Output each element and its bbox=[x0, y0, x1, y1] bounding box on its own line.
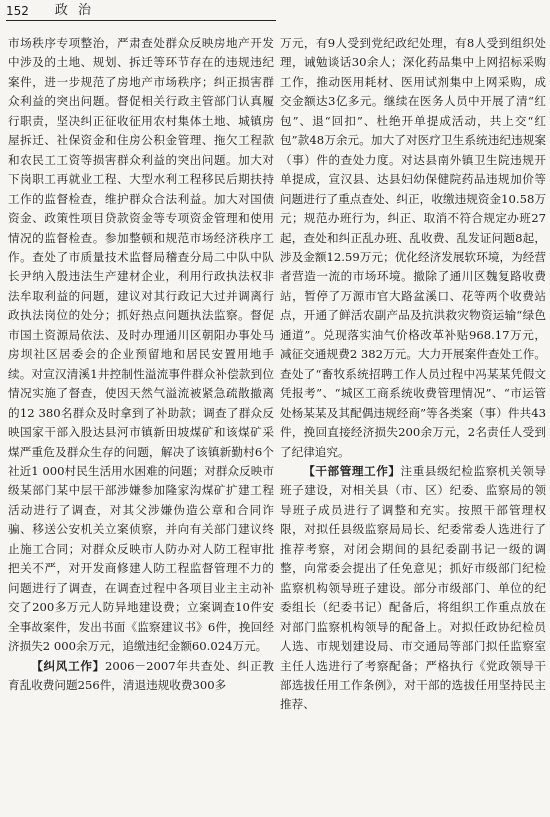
paragraph: 市场秩序专项整治，严肃查处群众反映房地产开发中涉及的土地、规划、拆迁等环节存在的违规违纪案件，进一步规范了房地产市场秩序；纠正损害群众利益的突出问题。督促相关行政主管部门认真履行职责，坚决纠正征收征用农村集体土地、城镇房屋拆迁、社保资金和住房公积金管理、拖欠工程款和农民工工资等损害群众利益的突出问题。加大对下岗职工再就业工程、大型水利工程移民后期扶持工作的监督检查，维护群众合法利益。加大对国债资金、政策性项目贷款资金等专项资金管理和使用情况的监督检查。参加整顿和规范市场经济秩序工作。查处了市质量技术监督局稽查分局二中队中队长尹纳入殷违法生产建材企业，利用行政执法权非法牟取利益的问题，建议对其行政记大过并调离行政执法岗位的处分；抓好热点问题执法监察。督促市国土资源局依法、及时办理通川区朝阳办事处马房坝社区居委会的企业预留地和居民安置用地手续。对宣汉清溪1井控制性溢流事件群众补偿款到位情况实施了督查，使因天然气溢流被紧急疏散撤离的12 380名群众及时拿到了补助款；调查了群众反映国家干部入股达县河市镇新田坡煤矿和该煤矿采煤严重危及群众生存的问题，解决了该镇新勤村6个社近1 000村民生活用水困难的问题；对群众反映市级某部门某中层干部涉嫌参加隆家沟煤矿扩建工程活动进行了调查，对其父涉嫌伪造公章和合同诈骗、移送公安机关立案侦察，并向有关部门建议终止施工合同；对群众反映市人防办对人防工程审批把关不严，对开发商修建人防工程监督管理不力的问题进行了调查，在调查过程中各项目业主主动补交了200多万元人防异地建设费；立案调查10件安全事故案件，发出书面《监察建议书》6件，挽回经济损失2 000余万元，追缴违纪金额60.024万元。 bbox=[8, 36, 274, 654]
right-column bbox=[280, 34, 546, 814]
section-heading: 【纠风工作】 bbox=[31, 658, 105, 673]
paragraph bbox=[8, 657, 274, 696]
left-column bbox=[8, 34, 274, 814]
paragraph-text: 2006－2007年共查处、纠正教育乱收费问题256件，清退违规收费300多 bbox=[8, 658, 274, 692]
section-title: 政 治 bbox=[54, 3, 95, 18]
page-number: 152 bbox=[6, 4, 29, 18]
paragraph-text: 注重县级纪检监察机关领导班子建设，对相关县（市、区）纪委、监察局的领导班子成员进行了调整和充实。按照干部管理权限，对拟任县级监察局局长、纪委常委人选进行了推荐考察，对闭会期间的县纪委副书记一级的调整，向常委会提出了任免意见；抓好市级部门纪检监察机构领导班子建设。部分市级部门、单位的纪委组长（纪委书记）配备后，将组织工作重点放在对部门监察机构领导的配备上。对拟任政协纪检员人选、市规划建设局、市交通局等部门拟任监察室主任人选进行了考察配备；严格执行《党政领导干部选拔任用工作条例》，对干部的选拔任用坚持民主推荐、 bbox=[280, 463, 546, 712]
page-header bbox=[6, 0, 276, 21]
paragraph bbox=[280, 462, 546, 715]
section-heading: 【干部管理工作】 bbox=[303, 463, 401, 478]
paragraph: 万元，有9人受到党纪政纪处理，有8人受到组织处理，诫勉谈话30余人；深化药品集中上网招标采购工作，推动医用耗材、医用试剂集中上网采购，成交金额达3亿多元。继续在医务人员中开展了清“红包”、退“回扣”、杜绝开单提成活动，共上交“红包”款48万余元。加大了对医疗卫生系统违纪违规案（事）件的查处力度。对达县南外镇卫生院违规开单提成，宣汉县、达县妇幼保健院药品违规加价等问题进行了重点查处、纠正，收缴违规资金10.58万元；规范办班行为，纠正、取消不符合规定办班27起，查处和纠正乱办班、乱收费、乱发证问题8起，涉及金额12.59万元；优化经济发展软环境，为经营者营造一流的市场环境。撤除了通川区魏复路收费站，暂停了万源市官大路盆溪口、花等两个收费站点，开通了鲜活农副产品及抗洪救灾物资运输“绿色通道”。兑现落实油气价格改革补贴968.17万元，减征交通规费2 382万元。大力开展案件查处工作。查处了“畜牧系统招聘工作人员过程中冯某某凭假文凭报考”、“城区工商系统收费管理情况”、“市运管处杨某某及其配偶违规经商”等各类案（事）件共43件，挽回直接经济损失200余万元，2名责任人受到了纪律追究。 bbox=[280, 36, 546, 459]
